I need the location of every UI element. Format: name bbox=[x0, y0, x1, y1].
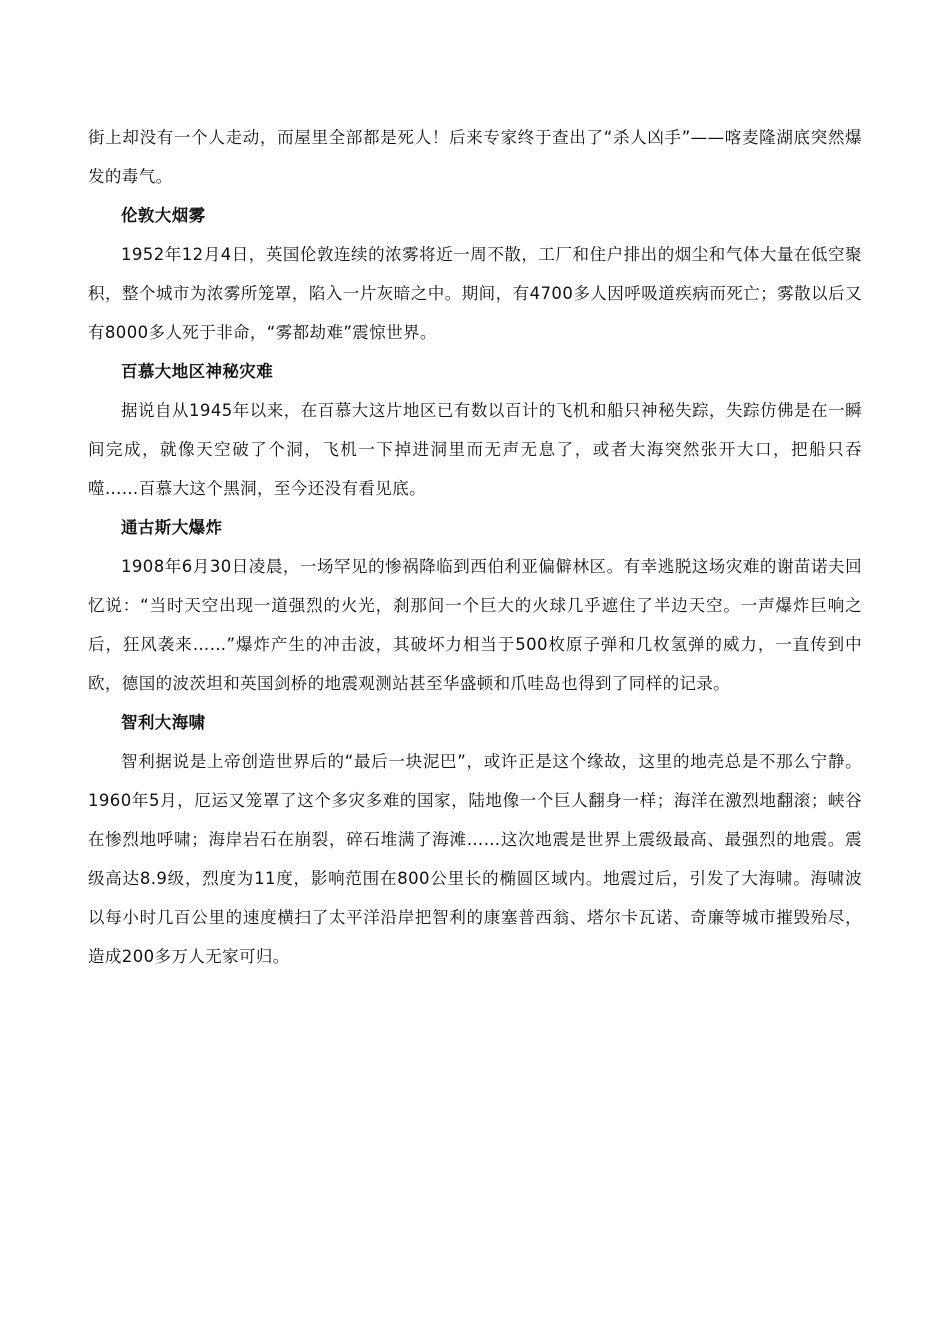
section-heading-london-smog: 伦敦大烟雾 bbox=[121, 206, 206, 225]
paragraph-chile-tsunami: 智利据说是上帝创造世界后的“最后一块泥巴”，或许正是这个缘故，这里的地壳总是不那么宁静。1960年5月，厄运又笼罩了这个多灾多难的国家，陆地像一个巨人翻身一样；海洋在激烈地翻滚；峡谷在惨烈地呼啸；海岸岩石在崩裂，碎石堆满了海滩……这次地震是世界上震级最高、最强烈的地震。震级高达8.9级，烈度为11度，影响范围在800公里长的椭圆区域内。地震过后，引发了大海啸。海啸波以每小时几百公里的速度横扫了太平洋沿岸把智利的康塞普西翁、塔尔卡瓦诺、奇廉等城市摧毁殆尽，造成200多万人无家可归。 bbox=[88, 752, 862, 966]
section-heading-bermuda: 百慕大地区神秘灾难 bbox=[121, 362, 274, 381]
paragraph-london-smog: 1952年12月4日，英国伦敦连续的浓雾将近一周不散，工厂和住户排出的烟尘和气体大量在低空聚积，整个城市为浓雾所笼罩，陷入一片灰暗之中。期间，有4700多人因呼吸道疾病而死亡；雾散以后又有8000多人死于非命，“雾都劫难”震惊世界。 bbox=[88, 245, 862, 342]
section-heading-tunguska: 通古斯大爆炸 bbox=[121, 518, 223, 537]
paragraph-tunguska: 1908年6月30日凌晨，一场罕见的惨祸降临到西伯利亚偏僻林区。有幸逃脱这场灾难的谢苗诺夫回忆说：“当时天空出现一道强烈的火光，刹那间一个巨大的火球几乎遮住了半边天空。一声爆炸巨响之后，狂风袭来……”爆炸产生的冲击波，其破坏力相当于500枚原子弹和几枚氢弹的威力，一直传到中欧，德国的波茨坦和英国剑桥的地震观测站甚至华盛顿和爪哇岛也得到了同样的记录。 bbox=[88, 557, 862, 693]
document-body bbox=[88, 118, 862, 976]
section-heading-chile-tsunami: 智利大海啸 bbox=[121, 713, 206, 732]
paragraph-continuation: 街上却没有一个人走动，而屋里全部都是死人！后来专家终于查出了“杀人凶手”——喀麦隆湖底突然爆发的毒气。 bbox=[88, 128, 862, 186]
paragraph-bermuda: 据说自从1945年以来，在百慕大这片地区已有数以百计的飞机和船只神秘失踪，失踪仿佛是在一瞬间完成，就像天空破了个洞，飞机一下掉进洞里而无声无息了，或者大海突然张开大口，把船只吞噬……百慕大这个黑洞，至今还没有看见底。 bbox=[88, 401, 862, 498]
